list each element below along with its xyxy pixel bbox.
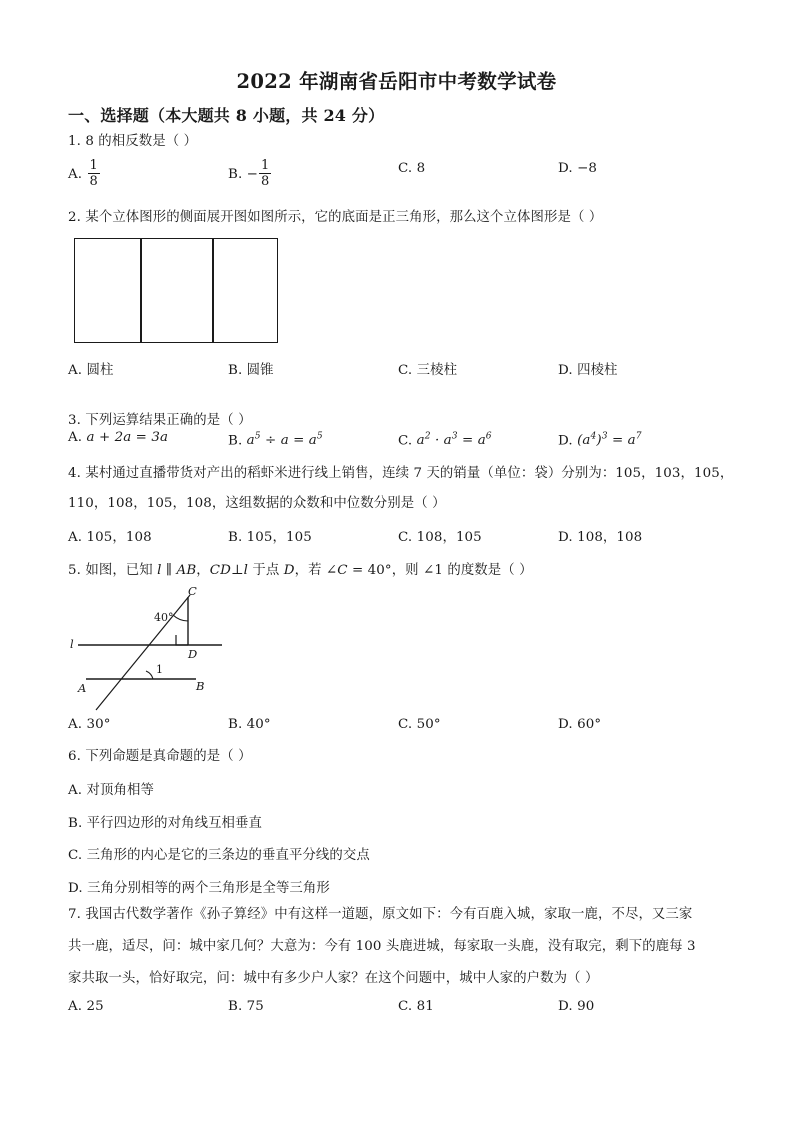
question-5-stem-text: 5. 如图，已知 — [68, 563, 153, 578]
question-3-options — [68, 429, 748, 451]
net-divider-1 — [140, 238, 142, 343]
label-point-d: D — [188, 647, 198, 661]
option-text: 105，105 — [246, 530, 312, 545]
label-point-c: C — [188, 584, 197, 598]
geometry-svg — [70, 583, 300, 715]
option-3-b[interactable] — [228, 429, 323, 449]
transversal-line — [96, 595, 190, 710]
fraction-numerator: 1 — [89, 158, 98, 173]
option-4-b[interactable] — [228, 529, 312, 546]
option-label: C. — [398, 433, 413, 449]
option-4-a[interactable] — [68, 529, 152, 546]
fraction-neg-one-eighth — [259, 159, 271, 188]
option-7-d[interactable] — [558, 998, 594, 1015]
option-text: 108，108 — [577, 530, 643, 545]
question-7-options — [68, 998, 748, 1018]
option-label: B. — [228, 717, 243, 732]
question-7-stem-line2: 共一鹿，适尽，问：城中家几何？大意为：今有 100 头鹿进城，每家取一头鹿，没有取完，剩下的鹿每 3 — [68, 939, 696, 954]
question-7-stem-line1: 7. 我国古代数学著作《孙子算经》中有这样一道题，原文如下：今有百鹿入城，家取一鹿，不尽，又三家 — [68, 907, 693, 922]
option-label: B. — [228, 530, 243, 545]
prism-net-figure — [74, 238, 278, 343]
option-5-c[interactable] — [398, 716, 441, 733]
option-text: 8 — [416, 161, 426, 176]
question-5-stem: 5. 如图，已知 l ∥ AB，CD⊥l 于点 D，若 ∠C = 40°，则 ∠1 的度数是（ ） — [68, 563, 533, 578]
option-text: 三棱柱 — [416, 363, 458, 378]
option-label: B. — [228, 999, 243, 1014]
option-label: B. — [68, 816, 83, 831]
option-text: 40° — [246, 717, 271, 732]
option-label: D. — [558, 363, 573, 378]
parallel-lines-figure — [70, 583, 300, 715]
label-line-l: l — [70, 637, 74, 651]
label-angle-c-value: 40° — [154, 611, 174, 624]
question-4-options — [68, 529, 748, 549]
option-expression: a + 2a = 3a — [86, 430, 169, 445]
option-label: A. — [68, 430, 83, 445]
option-text: 三角分别相等的两个三角形是全等三角形 — [87, 881, 330, 896]
option-expression: $a^5 \div a = a^5$ — [246, 432, 323, 449]
option-expression: $(a^4)^3 = a^7$ — [577, 432, 642, 449]
option-label: A. — [68, 783, 83, 798]
angle-1-arc — [146, 671, 153, 679]
fraction-numerator: 1 — [260, 158, 270, 173]
option-3-c[interactable] — [398, 429, 492, 449]
option-3-a[interactable] — [68, 429, 168, 446]
option-1-d[interactable] — [558, 160, 597, 177]
fraction-one-eighth — [88, 159, 100, 188]
option-text: 对顶角相等 — [86, 783, 154, 798]
option-label: C. — [398, 999, 413, 1014]
option-text: 105，108 — [86, 530, 152, 545]
option-text: 25 — [86, 999, 104, 1014]
option-2-c[interactable] — [398, 362, 457, 379]
question-4-stem-line1: 4. 某村通过直播带货对产出的稻虾米进行线上销售，连续 7 天的销量（单位：袋）分别为：105，103，105， — [68, 466, 734, 481]
option-6-d[interactable] — [68, 880, 330, 897]
option-text: 三角形的内心是它的三条边的垂直平分线的交点 — [86, 848, 370, 863]
option-6-a[interactable] — [68, 782, 154, 799]
option-text: 30° — [86, 717, 111, 732]
question-4-stem-line2: 110，108，105，108，这组数据的众数和中位数分别是（ ） — [68, 496, 446, 511]
option-label: A. — [68, 530, 83, 545]
option-text: 81 — [416, 999, 434, 1014]
negative-sign: − — [246, 167, 258, 182]
option-7-b[interactable] — [228, 998, 264, 1015]
option-4-d[interactable] — [558, 529, 642, 546]
option-5-a[interactable] — [68, 716, 111, 733]
option-label: D. — [558, 433, 573, 449]
option-5-b[interactable] — [228, 716, 271, 733]
option-label: D. — [558, 999, 573, 1014]
option-label: C. — [68, 848, 83, 863]
fraction-denominator: 8 — [89, 174, 98, 189]
question-3-stem: 3. 下列运算结果正确的是（ ） — [68, 413, 252, 428]
page-title: 2022 年湖南省岳阳市中考数学试卷 — [236, 70, 557, 93]
question-6-stem: 6. 下列命题是真命题的是（ ） — [68, 749, 252, 764]
option-text: 60° — [577, 717, 602, 732]
option-1-b[interactable] — [228, 160, 272, 189]
question-7-stem-line3: 家共取一头，恰好取完，问：城中有多少户人家？在这个问题中，城中人家的户数为（ ） — [68, 971, 599, 986]
option-6-c[interactable] — [68, 847, 370, 864]
option-label: D. — [558, 530, 573, 545]
option-7-a[interactable] — [68, 998, 104, 1015]
option-7-c[interactable] — [398, 998, 434, 1015]
label-angle-1: 1 — [156, 663, 163, 676]
option-4-c[interactable] — [398, 529, 482, 546]
option-label: D. — [558, 717, 573, 732]
option-5-d[interactable] — [558, 716, 601, 733]
right-angle-mark — [176, 635, 188, 645]
net-outer-rectangle — [74, 238, 278, 343]
section-heading: 一、选择题（本大题共 8 小题，共 24 分） — [68, 106, 385, 125]
option-label: D. — [68, 881, 83, 896]
option-label: D. — [558, 161, 573, 176]
fraction-denominator: 8 — [260, 174, 270, 189]
option-expression: $a^2 \cdot a^3 = a^6$ — [416, 432, 492, 449]
option-text: −8 — [577, 161, 598, 176]
option-label: A. — [68, 717, 83, 732]
option-text: 75 — [246, 999, 264, 1014]
option-text: 50° — [416, 717, 441, 732]
option-label: B. — [228, 167, 243, 182]
option-label: B. — [228, 433, 243, 449]
option-text: 平行四边形的对角线互相垂直 — [86, 816, 263, 831]
option-label: A. — [68, 363, 83, 378]
option-label: A. — [68, 999, 83, 1014]
option-text: 圆锥 — [246, 363, 274, 378]
option-1-c[interactable] — [398, 160, 425, 177]
label-point-b: B — [196, 679, 205, 693]
option-label: B. — [228, 363, 243, 378]
question-5-options — [68, 716, 748, 736]
option-label: A. — [68, 167, 83, 182]
question-1-options — [68, 160, 748, 194]
option-text: 圆柱 — [86, 363, 114, 378]
question-2-stem: 2. 某个立体图形的侧面展开图如图所示，它的底面是正三角形，那么这个立体图形是（ ） — [68, 210, 603, 225]
net-divider-2 — [212, 238, 214, 343]
question-2-options — [68, 362, 748, 382]
option-6-b[interactable] — [68, 815, 262, 832]
option-label: C. — [398, 530, 413, 545]
option-text: 108，105 — [416, 530, 482, 545]
angle-c-arc — [173, 615, 188, 621]
option-label: C. — [398, 161, 413, 176]
option-1-a[interactable] — [68, 160, 101, 189]
option-3-d[interactable] — [558, 429, 642, 449]
option-text: 90 — [577, 999, 595, 1014]
option-label: C. — [398, 363, 413, 378]
option-label: C. — [398, 717, 413, 732]
question-1-stem: 1. 8 的相反数是（ ） — [68, 134, 198, 149]
option-2-a[interactable] — [68, 362, 113, 379]
option-text: 四棱柱 — [577, 363, 618, 378]
option-2-b[interactable] — [228, 362, 274, 379]
option-2-d[interactable] — [558, 362, 618, 379]
label-point-a: A — [78, 681, 87, 695]
